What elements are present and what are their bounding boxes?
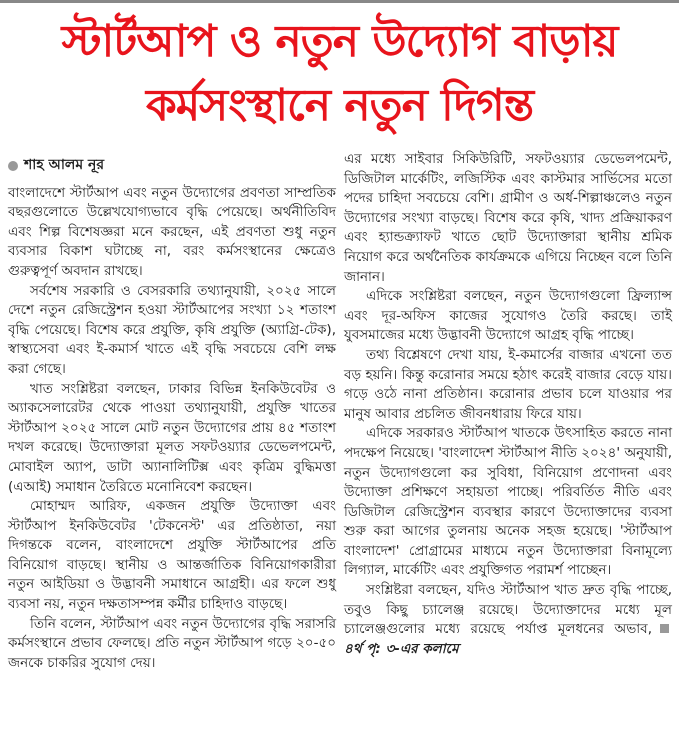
paragraph: খাত সংশ্লিষ্টরা বলছেন, ঢাকার বিভিন্ন ইনকিউবেটর ও অ্যাকসেলারেটর থেকে পাওয়া তথ্যানুযায়ী, প্রযুক্তি খাতের স্টার্টআপ ২০২৫ সালে মোট নতুন উদ্যোগের প্রায় ৪৫ শতাংশ দখল করেছে। উদ্যোক্তারা মূলত সফটওয়্যার ডেভেলপমেন্ট, মোবাইল অ্যাপ, ডাটা অ্যানালিটিক্স এবং কৃত্রিম বুদ্ধিমত্তা (এআই) সমাধান তৈরিতে মনোনিবেশ করছেন। [8, 380, 336, 495]
headline-line-2: কর্মসংস্থানে নতুন দিগন্ত [145, 80, 534, 131]
square-bullet-icon [660, 624, 669, 633]
paragraph: সর্বশেষ সরকারি ও বেসরকারি তথ্যানুযায়ী, ২০২৫ সালে দেশে নতুন রেজিস্ট্রেশন হওয়া স্টার্টআপের সংখ্যা ১২ শতাংশ বৃদ্ধি পেয়েছে। বিশেষ করে প্রযুক্তি, কৃষি প্রযুক্তি (অ্যাগ্রি-টেক), স্বাস্থ্যসেবা এবং ই-কমার্স খাতে এই বৃদ্ধি সবচেয়ে বেশি লক্ষ করা গেছে। [8, 282, 336, 377]
paragraph: এদিকে সংশ্লিষ্টরা বলছেন, নতুন উদ্যোগগুলো ফ্রিল্যান্স এবং দূর-অফিস কাজের সুযোগও তৈরি করছে। তাই যুবসমাজের মধ্যে উদ্ভাবনী উদ্যোগে আগ্রহ বৃদ্ধি পাচ্ছে। [344, 288, 672, 344]
paragraph: এদিকে সরকারও স্টার্টআপ খাতকে উৎসাহিত করতে নানা পদক্ষেপ নিয়েছে। 'বাংলাদেশ স্টার্টআপ নীতি ২০২৪' অনুযায়ী, নতুন উদ্যোগগুলো কর সুবিধা, বিনিয়োগ প্রণোদনা এবং উদ্যোক্তা প্রশিক্ষণে সহায়তা পাচ্ছে। পরিবর্তিত নীতি এবং ডিজিটাল রেজিস্ট্রেশন ব্যবস্থার কারণে উদ্যোক্তাদের ব্যবসা শুরু করা আগের তুলনায় অনেক সহজ হয়েছে। 'স্টার্টআপ বাংলাদেশ' প্রোগ্রামের মাধ্যমে নতুন উদ্যোক্তারা বিনামূল্যে লিগ্যাল, মার্কেটিং এবং প্রযুক্তিগত পরামর্শ পাচ্ছেন। [344, 425, 672, 579]
paragraph: তিনি বলেন, স্টার্টআপ এবং নতুন উদ্যোগের বৃদ্ধি সরাসরি কর্মসংস্থানে প্রভাব ফেলছে। প্রতি নতুন স্টার্টআপ গড়ে ২০-৫০ জনকে চাকরির সুযোগ দেয়। [8, 615, 336, 671]
continued-on-link[interactable]: ৪র্থ পৃ: ৩-এর কলামে [344, 640, 459, 657]
article-column-right [344, 150, 672, 659]
paragraph: এর মধ্যে সাইবার সিকিউরিটি, সফটওয়্যার ডেভেলপমেন্ট, ডিজিটাল মার্কেটিং, লজিস্টিক এবং কাস্টমার সার্ভিসের মতো পদের চাহিদা সবচেয়ে বেশি। গ্রামীণ ও অর্ধ-শিল্পাঞ্চলেও নতুন উদ্যোগের সংখ্যা বাড়ছে। বিশেষ করে কৃষি, খাদ্য প্রক্রিয়াকরণ এবং হ্যান্ডক্র্যাফট খাতে ছোট উদ্যোক্তারা স্থানীয় শ্রমিক নিয়োগ করে অর্থনৈতিক কার্যক্রমকে এগিয়ে নিচ্ছেন বলে তিনি জানান। [344, 151, 672, 285]
paragraph-last [344, 581, 672, 659]
top-rule [0, 0, 679, 3]
paragraph-text: সংশ্লিষ্টরা বলছেন, যদিও স্টার্টআপ খাত দ্রুত বৃদ্ধি পাচ্ছে, তবুও কিছু চ্যালেঞ্জ রয়েছে। উদ্যোক্তাদের মধ্যে মূল চ্যালেঞ্জগুলোর মধ্যে রয়েছে পর্যাপ্ত মূলধনের অভাব, [344, 582, 672, 638]
paragraph: বাংলাদেশে স্টার্টআপ এবং নতুন উদ্যোগের প্রবণতা সাম্প্রতিক বছরগুলোতে উল্লেখযোগ্যভাবে বৃদ্ধি পেয়েছে। অর্থনীতিবিদ এবং শিল্প বিশেষজ্ঞরা মনে করছেন, এই প্রবণতা শুধু নতুন ব্যবসার বিকাশ ঘটাচ্ছে না, বরং কর্মসংস্থানের ক্ষেত্রেও গুরুত্বপূর্ণ অবদান রাখছে। [8, 184, 336, 279]
byline [8, 156, 336, 176]
paragraph: মোহাম্মদ আরিফ, একজন প্রযুক্তি উদ্যোক্তা এবং স্টার্টআপ ইনকিউবেটর 'টেকনেস্ট' এর প্রতিষ্ঠাতা, নয়া দিগন্তকে বলেন, বাংলাদেশে প্রযুক্তি স্টার্টআপের প্রতি বিনিয়োগ বাড়ছে। স্থানীয় ও আন্তর্জাতিক বিনিয়োগকারীরা নতুন আইডিয়া ও উদ্ভাবনী সমাধানে আগ্রহী। এর ফলে শুধু ব্যবসা নয়, নতুন দক্ষতাসম্পন্ন কর্মীর চাহিদাও বাড়ছে। [8, 498, 336, 613]
paragraph: তথ্য বিশ্লেষণে দেখা যায়, ই-কমার্সের বাজার এখনো তত বড় হয়নি। কিন্তু করোনার সময়ে হঠাৎ করেই বাজার বেড়ে যায়। গড়ে ওঠে নানা প্রতিষ্ঠান। করোনার প্রভাব চলে যাওয়ার পর মানুষ আবার প্রচলিত জীবনধারায় ফিরে যায়। [344, 346, 672, 422]
headline-line-1: স্টার্টআপ ও নতুন উদ্যোগ বাড়ায় [61, 16, 618, 67]
headline [0, 10, 679, 138]
bullet-icon [8, 161, 18, 171]
author-name: শাহ আলম নূর [24, 157, 105, 173]
article-column-left [8, 156, 336, 673]
